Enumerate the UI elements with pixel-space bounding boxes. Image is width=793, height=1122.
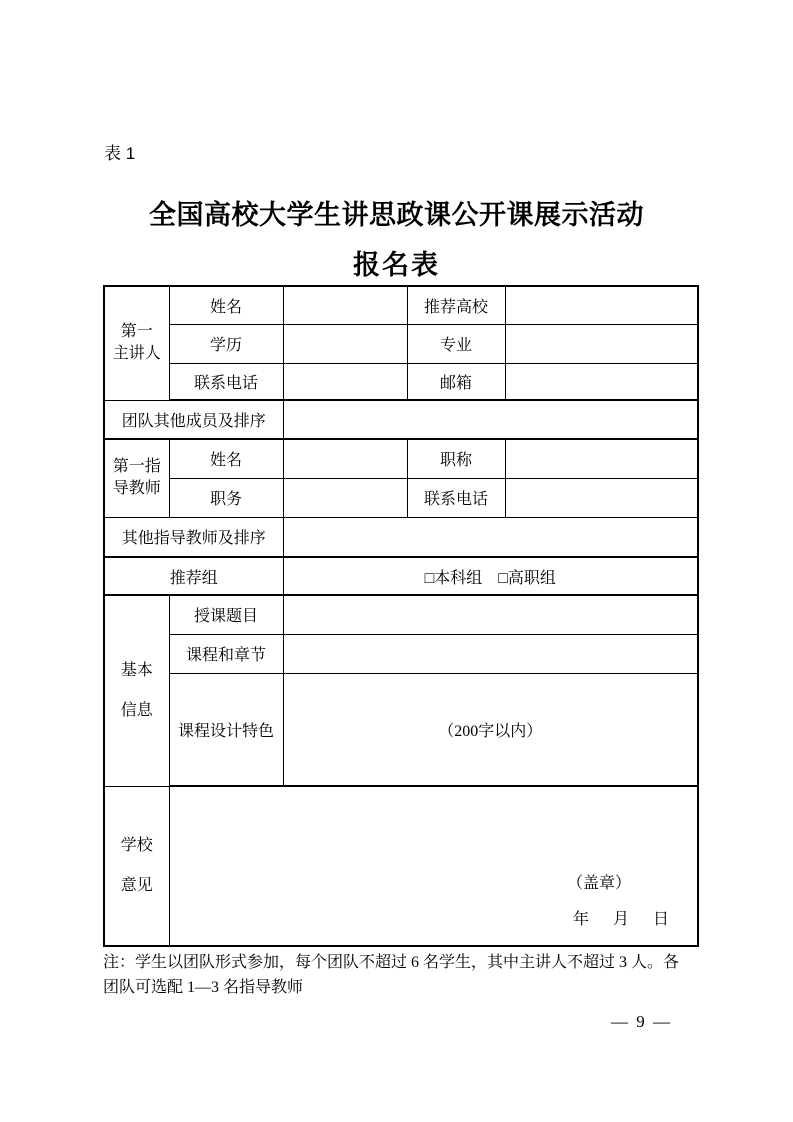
course-chapter-label: 课程和章节 xyxy=(169,634,283,673)
table-row xyxy=(104,286,698,324)
recommend-school-field xyxy=(505,286,698,324)
design-feature-label: 课程设计特色 xyxy=(169,673,283,786)
course-chapter-field xyxy=(283,634,698,673)
email-field xyxy=(505,363,698,400)
table-row xyxy=(104,324,698,363)
first-speaker-label-line2: 主讲人 xyxy=(112,345,161,363)
registration-form-table xyxy=(103,285,699,947)
advisor-phone-label: 联系电话 xyxy=(407,478,505,517)
degree-field xyxy=(283,324,407,363)
degree-label: 学历 xyxy=(169,324,283,363)
table-row xyxy=(104,439,698,478)
table-row xyxy=(104,786,698,946)
basic-info-label-line2: 信息 xyxy=(120,701,153,719)
table-label: 表 1 xyxy=(104,144,136,163)
table-row xyxy=(104,595,698,634)
speaker-phone-field xyxy=(283,363,407,400)
advisor-position-field xyxy=(283,478,407,517)
advisor-title-label: 职称 xyxy=(407,439,505,478)
row-header-basic-info xyxy=(104,595,169,786)
seal-placeholder: （盖章） xyxy=(566,875,631,892)
date-placeholder: 年 月 日 xyxy=(572,911,673,928)
other-advisors-field xyxy=(283,517,698,557)
team-members-field xyxy=(283,400,698,439)
first-advisor-label-line2: 导教师 xyxy=(112,480,161,498)
page-number: — 9 — xyxy=(611,1012,672,1031)
speaker-phone-label: 联系电话 xyxy=(169,363,283,400)
advisor-title-field xyxy=(505,439,698,478)
table-row xyxy=(104,634,698,673)
team-members-label: 团队其他成员及排序 xyxy=(104,400,283,439)
footnote xyxy=(103,950,703,1000)
major-label: 专业 xyxy=(407,324,505,363)
form-title-line1: 全国高校大学生讲思政课公开课展示活动 xyxy=(149,200,644,230)
table-row xyxy=(104,478,698,517)
table-row xyxy=(104,363,698,400)
first-advisor-label-line1: 第一指 xyxy=(112,458,161,476)
group-options: □本科组 □高职组 xyxy=(283,557,698,595)
group-label: 推荐组 xyxy=(104,557,283,595)
school-opinion-label-line2: 意见 xyxy=(120,876,153,894)
table-row xyxy=(104,557,698,595)
topic-field xyxy=(283,595,698,634)
footnote-line1: 注：学生以团队形式参加，每个团队不超过 6 名学生，其中主讲人不超过 3 人。各 xyxy=(103,954,680,971)
table-row xyxy=(104,400,698,439)
table-row xyxy=(104,673,698,786)
recommend-school-label: 推荐高校 xyxy=(407,286,505,324)
form-title-line2: 报名表 xyxy=(353,250,440,280)
speaker-name-field xyxy=(283,286,407,324)
design-feature-field: （200字以内） xyxy=(283,673,698,786)
row-header-first-advisor xyxy=(104,439,169,517)
advisor-position-label: 职务 xyxy=(169,478,283,517)
email-label: 邮箱 xyxy=(407,363,505,400)
row-header-school-opinion xyxy=(104,786,169,946)
major-field xyxy=(505,324,698,363)
advisor-phone-field xyxy=(505,478,698,517)
basic-info-label-line1: 基本 xyxy=(120,661,153,679)
other-advisors-label: 其他指导教师及排序 xyxy=(104,517,283,557)
row-header-first-speaker xyxy=(104,286,169,400)
school-opinion-field xyxy=(169,786,698,946)
advisor-name-label: 姓名 xyxy=(169,439,283,478)
speaker-name-label: 姓名 xyxy=(169,286,283,324)
footnote-line2: 团队可选配 1—3 名指导教师 xyxy=(103,979,304,996)
topic-label: 授课题目 xyxy=(169,595,283,634)
school-opinion-label-line1: 学校 xyxy=(120,836,153,854)
advisor-name-field xyxy=(283,439,407,478)
table-row xyxy=(104,517,698,557)
first-speaker-label-line1: 第一 xyxy=(120,323,153,341)
